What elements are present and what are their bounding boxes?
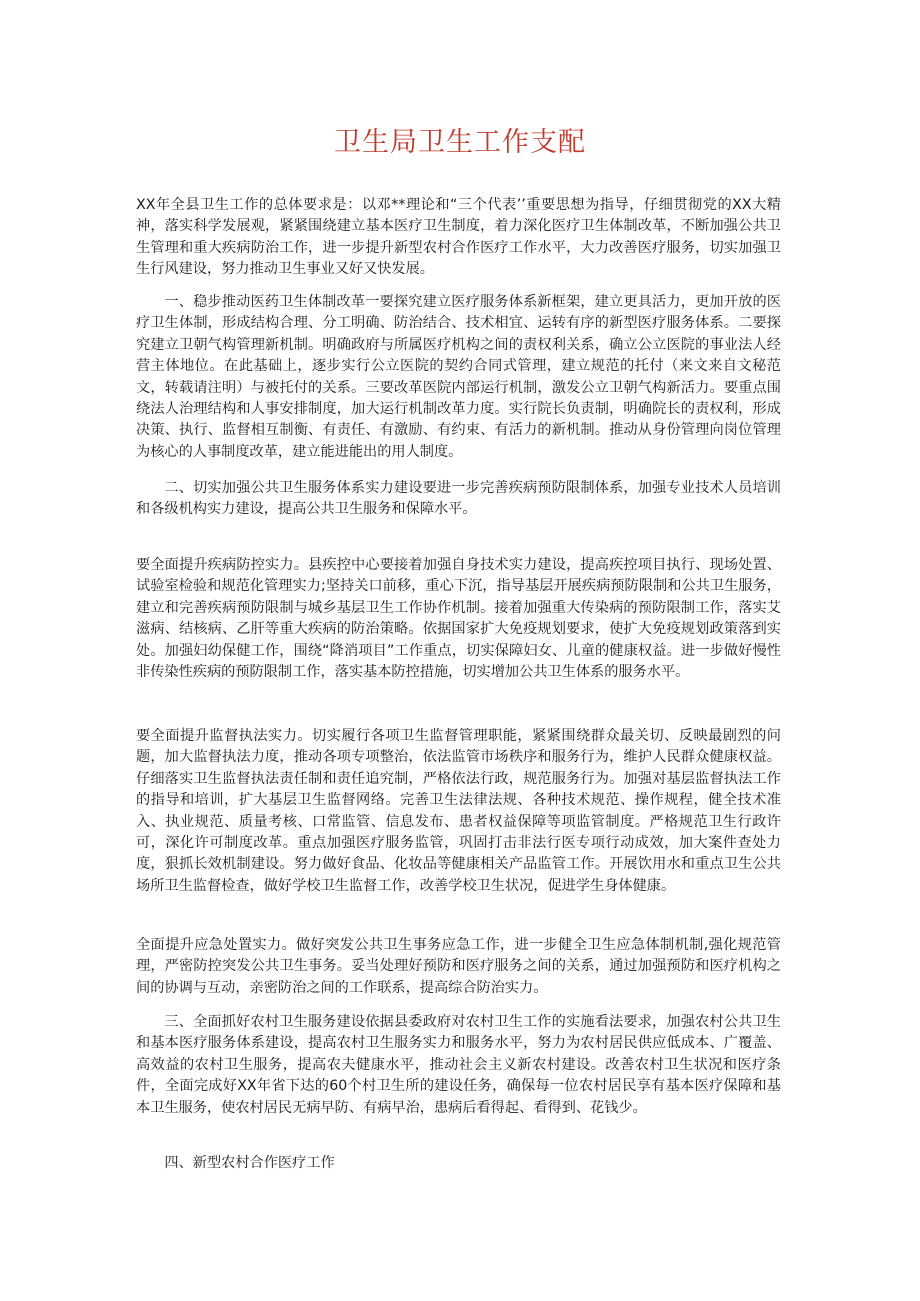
paragraph-intro: XX年全县卫生工作的总体要求是：以邓**理论和“三个代表’’重要思想为指导，仔细贯彻党的XX大精神，落实科学发展观，紧紧围绕建立基本医疗卫生制度，着力深化医疗卫生体制改革，不断加强公共卫生管理和重大疾病防治工作，进一步提升新型农村合作医疗工作水平，大力改善医疗服务，切实加强卫生行风建设，努力推动卫生事业又好又快发展。	[136, 197, 781, 278]
paragraph-section-2: 二、切实加强公共卫生服务体系实力建设要进一步完善疾病预防限制体系，加强专业技术人员培训和各级机构实力建设，提高公共卫生服务和保障水平。	[136, 480, 781, 518]
paragraph-supervision: 要全面提升监督执法实力。切实履行各项卫生监督管理职能，紧紧围绕群众最关切、反映最剧烈的问题，加大监督执法力度，推动各项专项整治，依法监管市场秩序和服务行为，维护人民群众健康权益。仔细落实卫生监督执法责任制和责任追究制，严格依法行政，规范服务行为。加强对基层监督执法工作的指导和培训，扩大基层卫生监督网络。完善卫生法律法规、各种技术规范、操作规程，健全技术准入、执业规范、质量考核、口常监管、信息发布、患者权益保障等项监管制度。严格规范卫生行政许可，深化许可制度改革。重点加强医疗服务监管，巩固打击非法行医专项行动成效，加大案件查处力度，狠抓长效机制建设。努力做好食品、化妆品等健康相关产品监管工作。开展饮用水和重点卫生公共场所卫生监督检查，做好学校卫生监督工作，改善学校卫生状况，促进学生身体健康。	[136, 728, 781, 894]
document-title: 卫生局卫生工作支配	[334, 127, 586, 158]
paragraph-disease-control: 要全面提升疾病防控实力。县疾控中心要接着加强自身技术实力建设，提高疾控项目执行、现场处置、试验室检验和规范化管理实力;坚持关口前移，重心下沉，指导基层开展疾病预防限制和公共卫生服务，建立和完善疾病预防限制与城乡基层卫生工作协作机制。接着加强重大传染病的预防限制工作，落实艾滋病、结核病、乙肝等重大疾病的防治策略。依据国家扩大免疫规划要求，使扩大免疫规划政策落到实处。加强妇幼保健工作，围绕“降消项目”工作重点，切实保障妇女、儿童的健康权益。进一步做好慢性非传染性疾病的预防限制工作，落实基本防控措施，切实增加公共卫生体系的服务水平。	[136, 557, 781, 681]
paragraph-section-4-heading: 四、新型农村合作医疗工作	[164, 1155, 335, 1171]
paragraph-emergency: 全面提升应急处置实力。做好突发公共卫生事务应急工作，进一步健全卫生应急体制机制,强化规范管理，严密防控突发公共卫生事务。妥当处理好预防和医疗服务之间的关系，通过加强预防和医疗机构之间的协调与互动，亲密防治之间的工作联系，提高综合防治实力。	[136, 937, 781, 996]
paragraph-section-3: 三、全面抓好农村卫生服务建设依据县委政府对农村卫生工作的实施看法要求，加强农村公共卫生和基本医疗服务体系建设，提高农村卫生服务实力和服务水平，努力为农村居民供应低成本、广覆盖、高效益的农村卫生服务，提高农夫健康水平，推动社会主义新农村建设。改善农村卫生状况和医疗条件，全面完成好XX年省下达的60个村卫生所的建设任务，确保每一位农村居民享有基本医疗保障和基本卫生服务，使农村居民无病早防、有病早治，患病后看得起、看得到、花钱少。	[136, 1014, 781, 1116]
paragraph-section-1: 一、稳步推动医药卫生体制改革一要探究建立医疗服务体系新框架，建立更具活力，更加开放的医疗卫生体制，形成结构合理、分工明确、防治结合、技术相宜、运转有序的新型医疗服务体系。二要探究建立卫朝气构管理新机制。明确政府与所属医疗机构之间的责权利关系，确立公立医院的事业法人经营主体地位。在此基础上，逐步实行公立医院的契约合同式管理，建立规范的托付（来文来自文秘范文，转载请注明）与被托付的关系。三要改革医院内部运行机制，激发公立卫朝气构新活力。要重点围绕法人治理结构和人事安排制度，加大运行机制改革力度。实行院长负责制，明确院长的责权利，形成决策、执行、监督相互制衡、有责任、有激励、有约束、有活力的新机制。推动从身份管理向岗位管理为核心的人事制度改革，建立能进能出的用人制度。	[136, 294, 781, 460]
